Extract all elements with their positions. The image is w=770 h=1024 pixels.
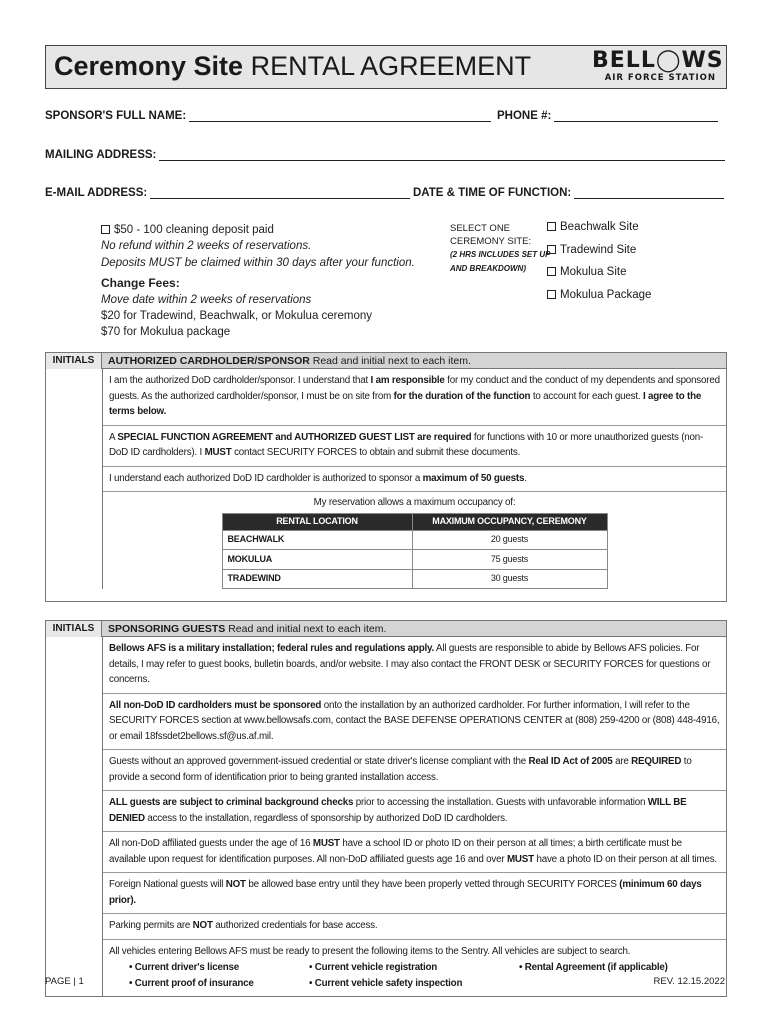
list-item: • Current proof of insurance — [129, 977, 254, 989]
sponsoring-guests-section — [45, 620, 727, 997]
title-banner — [45, 45, 727, 89]
checkbox-icon[interactable] — [547, 245, 556, 254]
sponsor-name-field[interactable]: SPONSOR'S FULL NAME: — [45, 110, 491, 122]
deposit-and-fees: $50 - 100 cleaning deposit paid No refund within 2 weeks of reservations. Deposits MUST be claimed within 30 days after your function. Change Fees: Move date within 2 weeks of reservations $20 for Tradewind, Beachwalk, or Mokulua ceremony $70 for Mokulua package — [101, 224, 415, 339]
initial-item[interactable]: Parking permits are NOT authorized credentials for base access. — [103, 914, 726, 940]
deposit-checkbox-row[interactable]: $50 - 100 cleaning deposit paid — [101, 222, 415, 238]
initial-item[interactable]: All non-DoD affiliated guests under the age of 16 MUST have a school ID or photo ID on their person at all times; a birth certificate must be available upon request for identification purposes. All non-DoD affiliated guests age 16 and over MUST have a photo ID on their person at all times. — [103, 832, 726, 873]
sponsoring-guests-body — [102, 637, 726, 996]
site-option-beachwalk[interactable]: Beachwalk Site — [547, 221, 651, 244]
initial-item[interactable]: I understand each authorized DoD ID cardholder is authorized to sponsor a maximum of 50 guests. — [103, 467, 726, 493]
initial-item[interactable]: ALL guests are subject to criminal background checks prior to accessing the installation. Guests with unfavorable information WILL BE DENIED access to the installation, regardless of sponsorship by authorized DoD ID cardholders. — [103, 791, 726, 832]
checkbox-icon[interactable] — [547, 267, 556, 276]
initial-item[interactable]: Bellows AFS is a military installation; federal rules and regulations apply. All guests are responsible to abide by Bellows AFS policies. For details, I may refer to guest books, bulletin boards, and/or website. I may also contact the FRONT DESK or SECURITY FORCES for questions or concerns. — [103, 637, 726, 694]
initial-item[interactable]: All non-DoD ID cardholders must be sponsored onto the installation by an authorized cardholder. For further information, I will refer to the SECURITY FORCES section at www.bellowsafs.com, contact the BASE DEFENSE OPERATIONS CENTER at (808) 259-4200 or (808) 448-4916, or email 18fssdet2bellows.sf@us.af.mil. — [103, 694, 726, 751]
table-row: TRADEWIND 30 guests — [222, 569, 607, 589]
table-row: BEACHWALK 20 guests — [222, 530, 607, 550]
site-option-mokulua[interactable]: Mokulua Site — [547, 266, 651, 289]
mailing-address-line[interactable] — [159, 150, 725, 161]
vehicle-requirements-list — [109, 960, 720, 991]
select-site-label: SELECT ONE CEREMONY SITE: (2 HRS INCLUDES SET UP AND BREAKDOWN) — [450, 223, 551, 273]
table-header: RENTAL LOCATION — [222, 513, 412, 530]
initial-item[interactable]: Foreign National guests will NOT be allowed base entry until they have been properly vetted through SECURITY FORCES (minimum 60 days prior). — [103, 873, 726, 914]
bellows-logo: BELL◯WS AIR FORCE STATION — [592, 48, 724, 83]
cardholder-section-header: INITIALS AUTHORIZED CARDHOLDER/SPONSOR Read and initial next to each item. — [46, 353, 726, 369]
initial-item[interactable]: All vehicles entering Bellows AFS must be ready to present the following items to the Sentry. All vehicles are subject to search. • Current driver's license • Current proof of insurance • Current vehicle registration • Current vehicle safety inspection • Rental Agreement (if applicable) — [103, 940, 726, 997]
list-item: • Rental Agreement (if applicable) — [519, 962, 668, 973]
page-number: PAGE | 1 — [45, 976, 84, 987]
sponsor-name-line[interactable] — [189, 111, 491, 122]
initial-item[interactable]: A SPECIAL FUNCTION AGREEMENT and AUTHORIZED GUEST LIST are required for functions with 10 or more unauthorized guests (non-DoD ID cardholders). I MUST contact SECURITY FORCES to obtain and submit these documents. — [103, 426, 726, 467]
occupancy-block: My reservation allows a maximum occupancy of: RENTAL LOCATION MAXIMUM OCCUPANCY, CEREMONY BEACHWALK 20 guests MOKULUA 75 guests TRADEWIND 30 guests — [103, 492, 726, 589]
occupancy-table — [222, 513, 608, 590]
page-title: Ceremony Site RENTAL AGREEMENT — [54, 51, 532, 81]
revision-date: REV. 12.15.2022 — [653, 976, 725, 987]
email-line[interactable] — [150, 188, 410, 199]
table-header: MAXIMUM OCCUPANCY, CEREMONY — [412, 513, 607, 530]
list-item: • Current driver's license — [129, 962, 240, 973]
change-fees-heading: Change Fees: — [101, 276, 180, 291]
list-item: • Current vehicle safety inspection — [309, 977, 463, 989]
list-item: • Current vehicle registration — [309, 962, 438, 973]
phone-field[interactable]: PHONE #: — [497, 110, 718, 122]
cardholder-section — [45, 352, 727, 602]
initial-item[interactable]: Guests without an approved government-issued credential or state driver's license compliant with the Real ID Act of 2005 are REQUIRED to provide a second form of identification prior to being granted installation access. — [103, 750, 726, 791]
site-option-tradewind[interactable]: Tradewind Site — [547, 244, 651, 267]
initial-item[interactable]: I am the authorized DoD cardholder/sponsor. I understand that I am responsible for my conduct and the conduct of my dependents and sponsored guests. As the authorized cardholder/sponsor, I must be on site from for the duration of the function to account for each guest. I agree to the terms below. — [103, 369, 726, 426]
checkbox-icon[interactable] — [547, 222, 556, 231]
deposit-checkbox[interactable] — [101, 225, 110, 234]
email-field[interactable]: E-MAIL ADDRESS: — [45, 187, 410, 199]
table-row: MOKULUA 75 guests — [222, 550, 607, 570]
ceremony-site-options — [547, 221, 651, 311]
mailing-address-field[interactable]: MAILING ADDRESS: — [45, 149, 725, 161]
checkbox-icon[interactable] — [547, 290, 556, 299]
cardholder-section-body — [102, 369, 726, 589]
phone-line[interactable] — [554, 111, 718, 122]
site-option-mokulua-package[interactable]: Mokulua Package — [547, 289, 651, 312]
sponsoring-guests-header: INITIALS SPONSORING GUESTS Read and initial next to each item. — [46, 621, 726, 637]
date-time-field[interactable]: DATE & TIME OF FUNCTION: — [413, 187, 724, 199]
date-time-line[interactable] — [574, 188, 724, 199]
